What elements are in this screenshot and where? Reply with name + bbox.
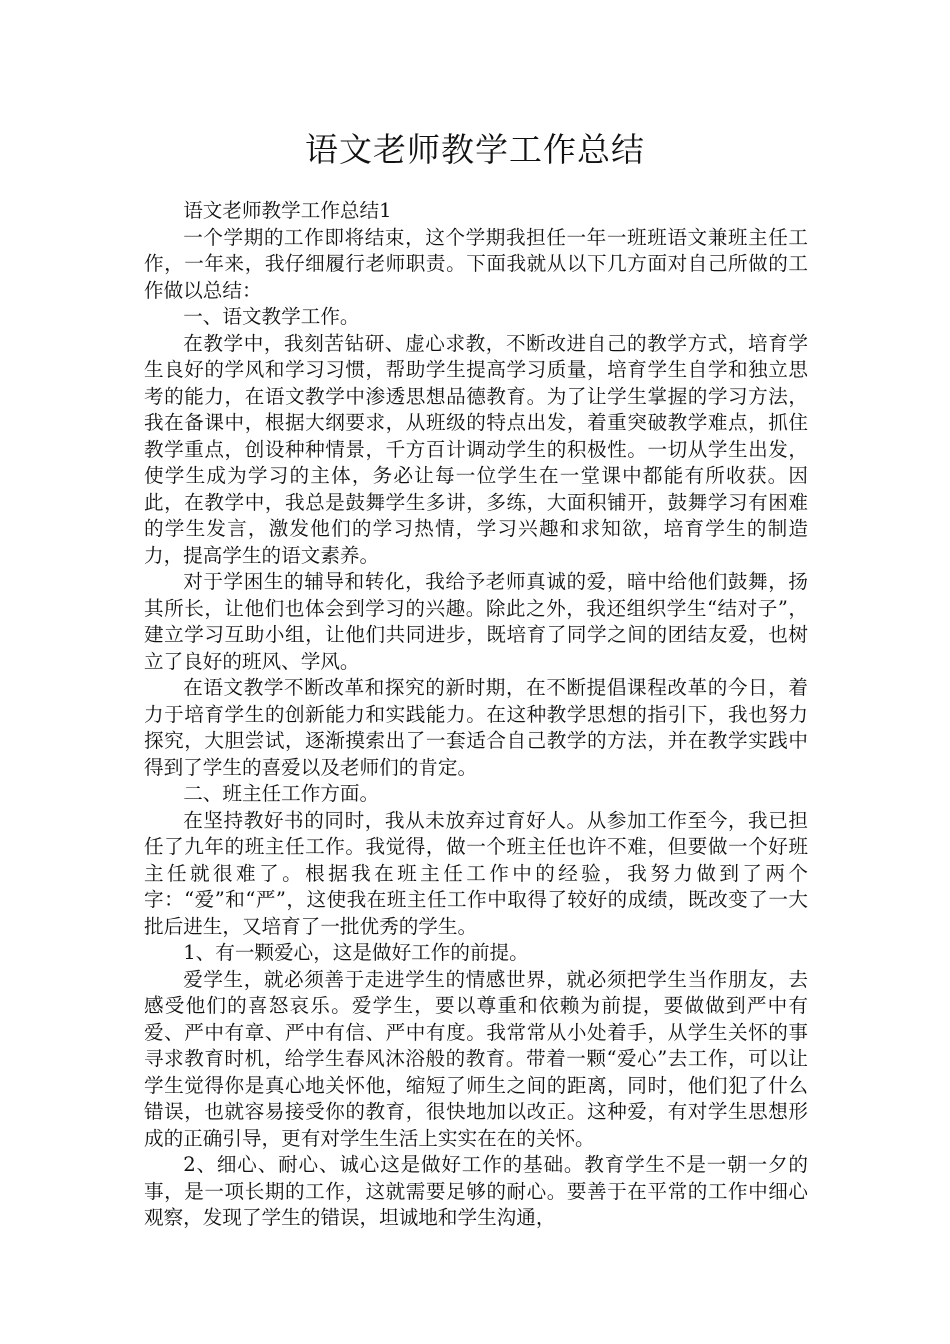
body-paragraph: 对于学困生的辅导和转化，我给予老师真诚的爱，暗中给他们鼓舞，扬其所长，让他们也体会到学习的兴趣。除此之外，我还组织学生“结对子”，建立学习互助小组，让他们共同进步，既培育了同学之间的团结友爱，也树立了良好的班风、学风。 [144, 570, 808, 673]
subsection-heading-love: 1、有一颗爱心，这是做好工作的前提。 [183, 941, 529, 964]
document-body [144, 198, 808, 1232]
body-paragraph: 在坚持教好书的同时，我从未放弃过育好人。从参加工作至今，我已担任了九年的班主任工作。我觉得，做一个班主任也许不难，但要做一个好班主任就很难了。根据我在班主任工作中的经验，我努力做到了两个字：“爱”和“严”，这使我在班主任工作中取得了较好的成绩，既改变了一大批后进生，又培育了一批优秀的学生。 [144, 808, 808, 938]
section-heading-class-teacher: 二、班主任工作方面。 [183, 782, 380, 805]
intro-paragraph: 一个学期的工作即将结束，这个学期我担任一年一班班语文兼班主任工作，一年来，我仔细履行老师职责。下面我就从以下几方面对自己所做的工作做以总结： [144, 225, 808, 302]
body-paragraph: 2、细心、耐心、诚心这是做好工作的基础。教育学生不是一朝一夕的事，是一项长期的工作，这就需要足够的耐心。要善于在平常的工作中细心观察，发现了学生的错误，坦诚地和学生沟通， [144, 1153, 808, 1229]
body-paragraph: 爱学生，就必须善于走进学生的情感世界，就必须把学生当作朋友，去感受他们的喜怒哀乐。爱学生，要以尊重和依赖为前提，要做做到严中有爱、严中有章、严中有信、严中有度。我常常从小处着手，从学生关怀的事寻求教育时机，给学生春风沐浴般的教育。带着一颗“爱心”去工作，可以让学生觉得你是真心地关怀他，缩短了师生之间的距离，同时，他们犯了什么错误，也就容易接受你的教育，很快地加以改正。这种爱，有对学生思想形成的正确引导，更有对学生生活上实实在在的关怀。 [144, 967, 808, 1150]
body-paragraph: 在语文教学不断改革和探究的新时期，在不断提倡课程改革的今日，着力于培育学生的创新能力和实践能力。在这种教学思想的指引下，我也努力探究，大胆尝试，逐渐摸索出了一套适合自己教学的方法，并在教学实践中得到了学生的喜爱以及老师们的肯定。 [144, 676, 808, 779]
document-title: 语文老师教学工作总结 [305, 130, 645, 169]
body-paragraph: 在教学中，我刻苦钻研、虚心求教，不断改进自己的教学方式，培育学生良好的学风和学习习惯，帮助学生提高学习质量，培育学生自学和独立思考的能力，在语文教学中渗透思想品德教育。为了让学生掌握的学习方法，我在备课中，根据大纲要求，从班级的特点出发，着重突破教学难点，抓住教学重点，创设种种情景，千方百计调动学生的积极性。一切从学生出发，使学生成为学习的主体，务必让每一位学生在一堂课中都能有所收获。因此，在教学中，我总是鼓舞学生多讲，多练，大面积铺开，鼓舞学习有困难的学生发言，激发他们的学习热情，学习兴趣和求知欲，培育学生的制造力，提高学生的语文素养。 [144, 331, 808, 567]
subtitle-paragraph: 语文老师教学工作总结1 [183, 199, 392, 222]
section-heading-teaching: 一、语文教学工作。 [183, 305, 360, 328]
